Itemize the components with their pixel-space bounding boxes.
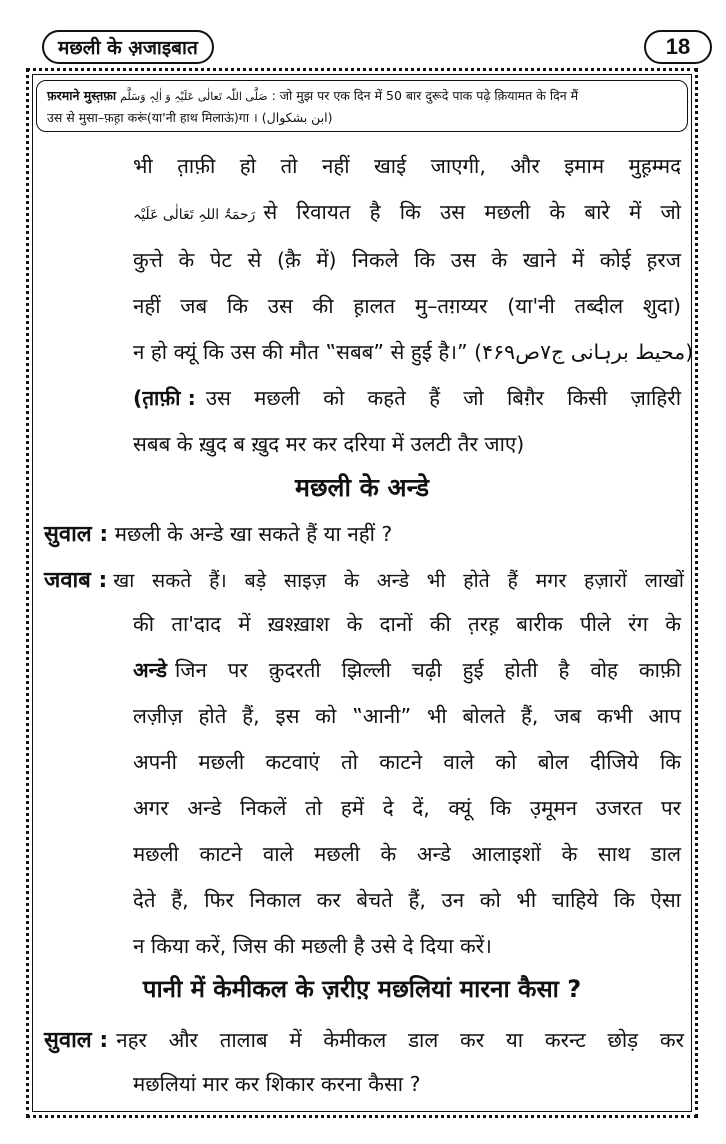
- answer-1-line-9: न किया करें, जिस की मछली है उसे दे दिया करें।: [133, 934, 492, 958]
- question-1: [44, 518, 684, 548]
- hadith-line-2: उस से मुसा–फ़ह़ा करूं(या'नी हाथ मिलाऊं)गा । (ابن بشکوال): [47, 110, 333, 125]
- page-number: [644, 30, 712, 64]
- body-line-1-text: भी त़ाफ़ी हो तो नहीं खाई जाएगी, और इमाम मुह़म्मद: [133, 154, 681, 178]
- answer-1-line-1: [44, 564, 684, 594]
- body-line-7: सबब के ख़ुद ब ख़ुद मर कर दरिया में उलटी तैर जाए): [133, 432, 525, 456]
- question-2-line-2: मछलियां मार कर शिकार करना कैसा ?: [133, 1072, 421, 1096]
- answer-1-line-2: की ता'दाद में ख़श्ख़ाश के दानों की त़रह़ बारीक पीले रंग के: [133, 612, 681, 636]
- question-1-text: मछली के अन्डे खा सकते हैं या नहीं ?: [114, 522, 393, 546]
- page-number-text: 18: [665, 34, 691, 59]
- hadith-label: फ़रमाने मुस्त़फ़ा: [47, 88, 117, 103]
- hadith-box: [36, 80, 688, 132]
- body-line-1: [133, 152, 681, 180]
- body-line-3: कुत्ते के पेट से (क़ै में) निकले कि उस के खाने में कोई ह़रज: [133, 248, 681, 272]
- question-1-label: सुवाल :: [44, 522, 109, 547]
- body-line-2-text: से रिवायत है कि उस मछली के बारे में जो: [263, 200, 681, 224]
- question-2-line-1: [44, 1024, 684, 1054]
- answer-1-text-1: खा सकते हैं। बड़े साइज़ के अन्डे भी होते हैं मगर हज़ारों लाखों: [113, 569, 684, 592]
- question-2-text-1: नहर और तालाब में केमीकल डाल कर या करन्ट छोड़ कर: [116, 1028, 684, 1052]
- answer-1-line-4: लज़ीज़ होते हैं, इस को ‟आनी” भी बोलते हैं, जब कभी आप: [133, 704, 681, 728]
- book-title-text: मछली के अ़जाइबात: [58, 37, 198, 59]
- answer-1-line-8: देते हैं, फिर निकाल कर बेचते हैं, उन को भी चाहिये कि ऐसा: [133, 888, 681, 912]
- hadith-salutation: صَلَّی اللّٰہ تَعالٰی عَلَیْہِ وَ اٰلِہٖ وَسَلَّم: [120, 90, 268, 103]
- question-2-label: सुवाल :: [44, 1028, 109, 1053]
- heading-fish-eggs: मछली के अन्डे: [295, 473, 429, 502]
- body-line-2: [133, 198, 681, 226]
- answer-1-line-6: अगर अन्डे निकलें तो हमें दे दें, क्यूं कि उ़मूमन उजरत पर: [133, 796, 681, 820]
- body-line-6-text: उस मछली को कहते हैं जो बिग़ैर किसी ज़ाहिरी: [205, 386, 681, 410]
- answer-1-label: जवाब :: [44, 568, 108, 593]
- answer-1-line-5: अपनी मछली कटवाएं तो काटने वाले को बोल दीजिये कि: [133, 750, 681, 774]
- tafi-term: (त़ाफ़ी :: [133, 386, 196, 410]
- heading-chemical-fishing: पानी में केमीकल के ज़रीए़ मछलियां मारना कैसा ?: [142, 975, 582, 1003]
- body-line-5: न हो क्यूं कि उस की मौत ‟सबब” से हुई है।” (محیط برہانی ج۷ص۴۶۹): [133, 340, 694, 364]
- answer-1-line-3: [133, 656, 681, 684]
- body-line-4: नहीं जब कि उस की ह़ालत मु–तग़य्यर (या'नी तब्दील शुदा): [133, 294, 681, 318]
- hadith-line-1: [47, 85, 677, 107]
- rahmatullah-arabic: رَحمَۃُ اللہِ تَعَالٰی عَلَیْہ: [133, 207, 256, 223]
- answer-1-line-7: मछली काटने वाले मछली के अन्डे आलाइशों के साथ डाल: [133, 842, 681, 866]
- eggs-term: अन्डे: [133, 658, 167, 682]
- answer-1-text-3: जिन पर क़ुदरती झिल्ली चढ़ी हुई होती है वोह काफ़ी: [174, 658, 681, 682]
- body-line-6: [133, 384, 681, 412]
- hadith-text-1: : जो मुझ पर एक दिन में 50 बार दुरूदे पाक पढ़े क़ियामत के दिन मैं: [271, 88, 579, 103]
- book-title: [42, 30, 214, 64]
